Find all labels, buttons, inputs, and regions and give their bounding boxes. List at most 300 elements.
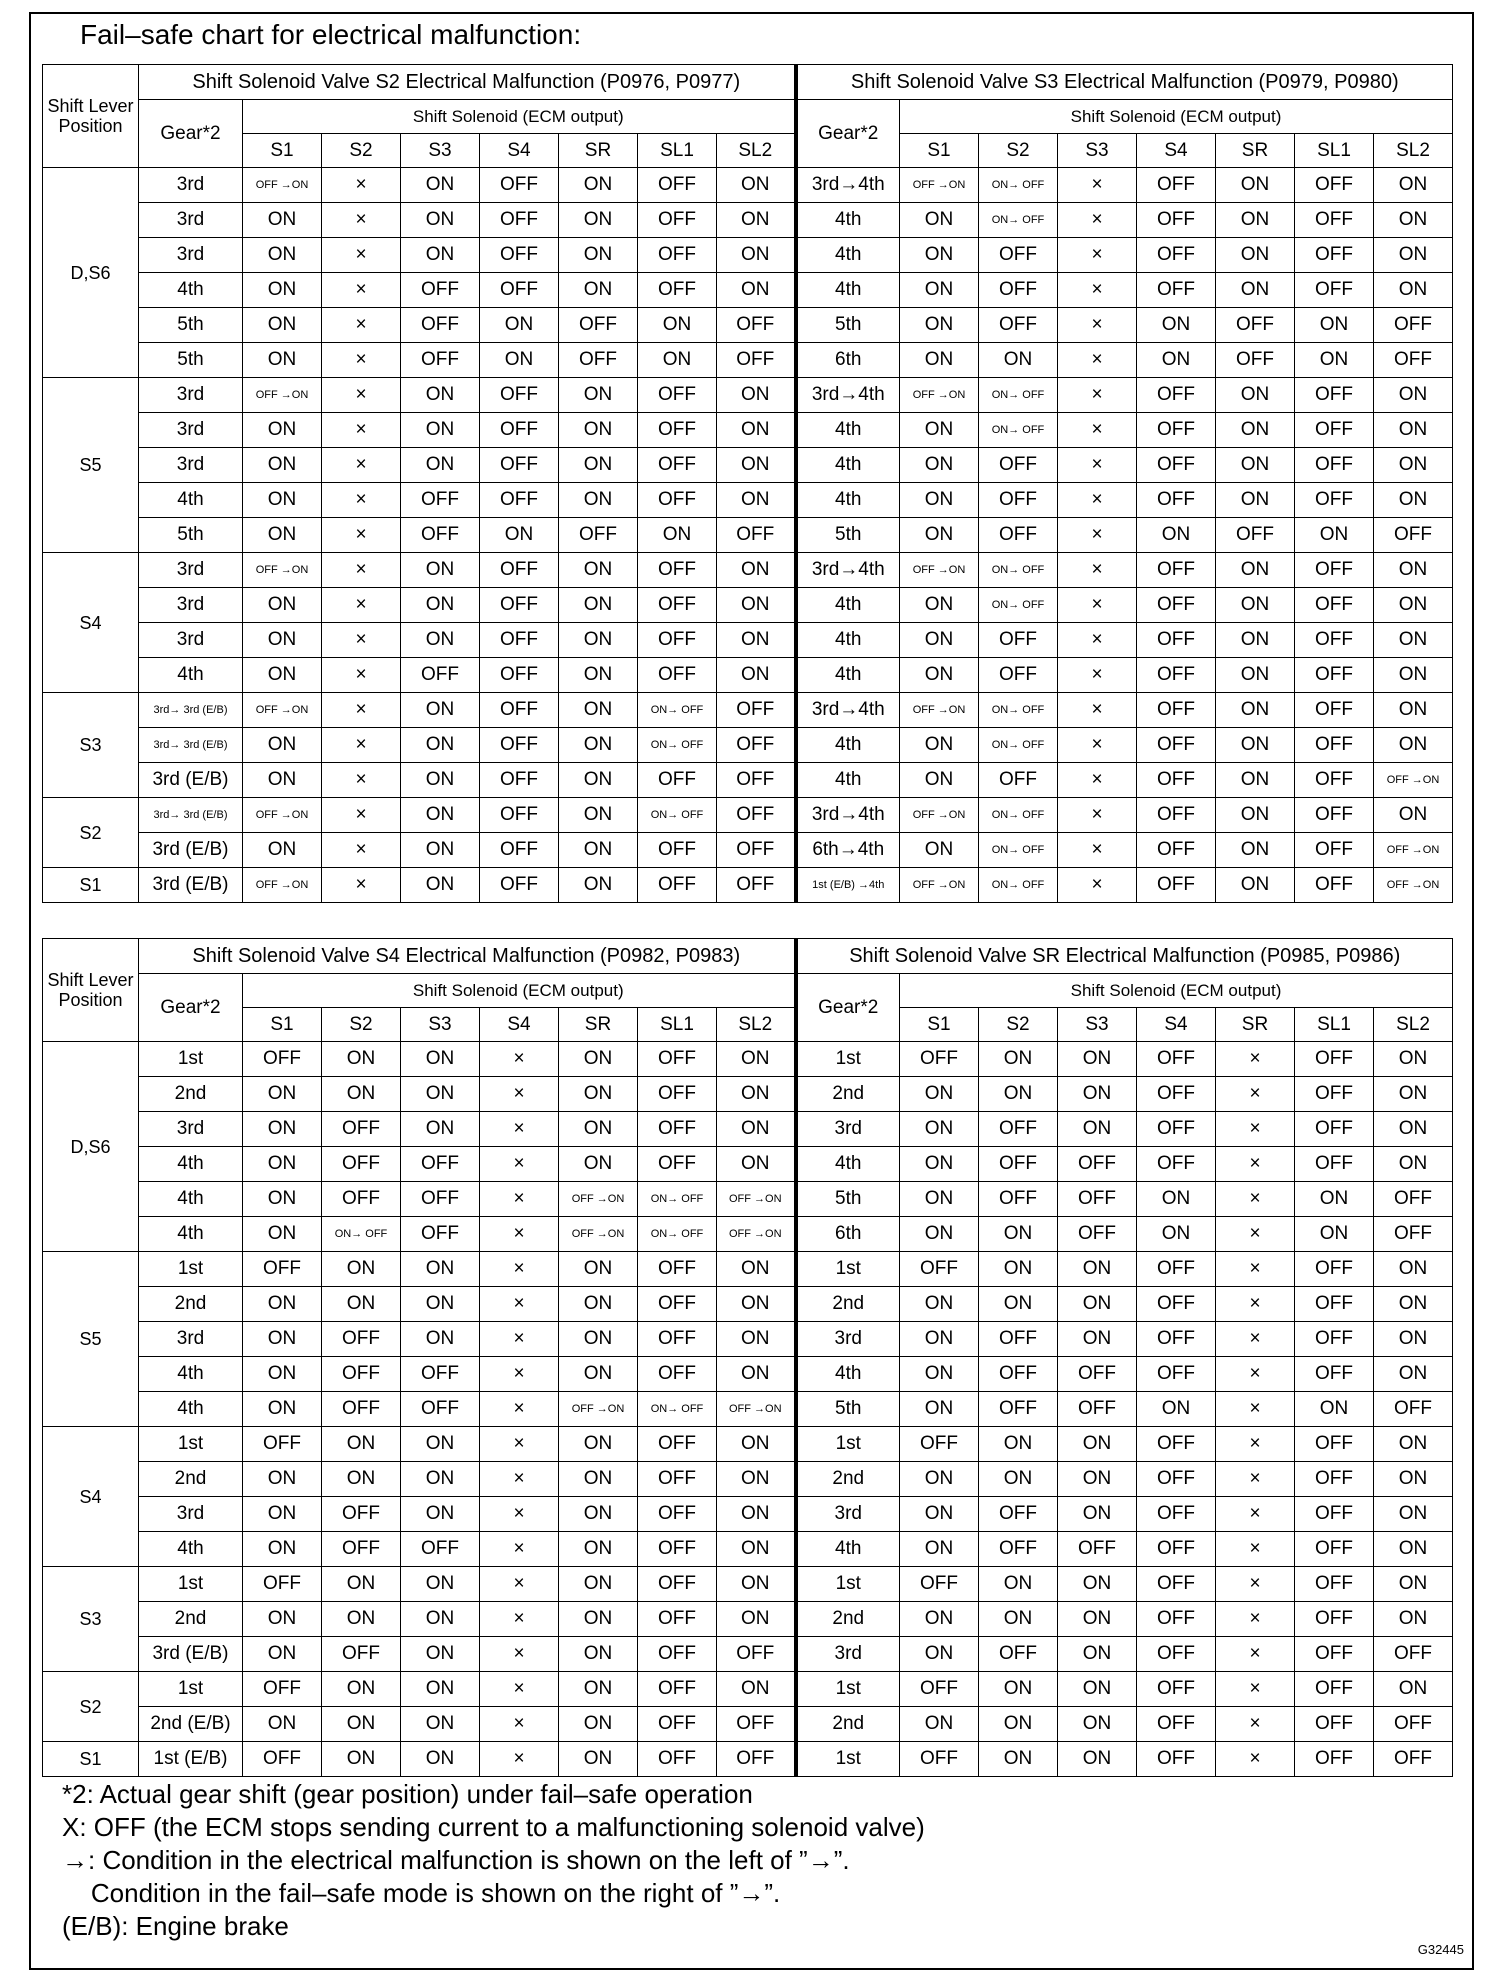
solenoid-state-cell: ON — [559, 553, 638, 588]
solenoid-state-cell: ON — [900, 588, 979, 623]
solenoid-state-cell: ON — [1374, 1567, 1453, 1602]
solenoid-state-cell: ON — [1216, 168, 1295, 203]
solenoid-state-cell: OFF — [480, 238, 559, 273]
solenoid-column-header: SL2 — [1374, 134, 1453, 168]
solenoid-state-cell: ON — [900, 763, 979, 798]
solenoid-state-cell: OFF — [401, 1357, 480, 1392]
footnotes — [62, 1778, 925, 1943]
solenoid-state-cell: ON — [717, 1532, 796, 1567]
solenoid-state-cell: ON — [717, 1287, 796, 1322]
solenoid-state-cell: OFF — [638, 623, 717, 658]
table-row — [43, 693, 1453, 728]
gear-cell: 5th — [139, 308, 243, 343]
solenoid-state-cell: ON — [559, 868, 638, 903]
solenoid-column-header: S1 — [243, 134, 322, 168]
solenoid-state-cell: ON — [900, 1532, 979, 1567]
solenoid-state-cell: OFF — [480, 168, 559, 203]
solenoid-state-cell: ON — [979, 343, 1058, 378]
solenoid-state-cell: ON — [243, 1707, 322, 1742]
solenoid-state-cell: OFF — [717, 343, 796, 378]
solenoid-state-cell: ON — [900, 1637, 979, 1672]
solenoid-state-cell: ON — [401, 1742, 480, 1777]
solenoid-column-header: S2 — [322, 1008, 401, 1042]
solenoid-state-cell: OFF — [1295, 1077, 1374, 1112]
solenoid-state-cell: OFF — [480, 483, 559, 518]
solenoid-state-cell: OFF →ON — [900, 693, 979, 728]
solenoid-state-cell: ON — [401, 378, 480, 413]
gear-cell: 4th — [796, 1532, 900, 1567]
solenoid-state-cell: OFF →ON — [900, 168, 979, 203]
solenoid-state-cell: ON — [480, 308, 559, 343]
solenoid-state-cell: OFF — [638, 833, 717, 868]
solenoid-state-cell: OFF — [979, 623, 1058, 658]
solenoid-state-cell: ON — [1058, 1322, 1137, 1357]
solenoid-column-header: S1 — [900, 1008, 979, 1042]
solenoid-state-cell: ON — [717, 1567, 796, 1602]
solenoid-state-cell: OFF — [559, 308, 638, 343]
solenoid-state-cell: × — [322, 833, 401, 868]
solenoid-state-cell: ON — [1374, 413, 1453, 448]
solenoid-state-cell: ON — [1216, 693, 1295, 728]
solenoid-state-cell: ON — [401, 1672, 480, 1707]
table-row — [43, 378, 1453, 413]
solenoid-state-cell: OFF — [1137, 1147, 1216, 1182]
gear-cell: 3rd→4th — [796, 798, 900, 833]
solenoid-state-cell: × — [1216, 1602, 1295, 1637]
solenoid-column-header: SR — [1216, 1008, 1295, 1042]
solenoid-state-cell: OFF →ON — [900, 553, 979, 588]
solenoid-state-cell: OFF — [638, 273, 717, 308]
footnote-arrow-cont: Condition in the fail–safe mode is shown on the right of ”→”. — [62, 1878, 781, 1908]
solenoid-state-cell: OFF →ON — [243, 868, 322, 903]
gear-cell: 5th — [796, 1182, 900, 1217]
solenoid-state-cell: ON — [717, 1672, 796, 1707]
solenoid-state-cell: ON — [401, 238, 480, 273]
solenoid-state-cell: ON — [979, 1252, 1058, 1287]
solenoid-state-cell: ON — [638, 308, 717, 343]
solenoid-state-cell: OFF — [401, 1217, 480, 1252]
solenoid-state-cell: OFF →ON — [243, 798, 322, 833]
solenoid-state-cell: ON — [243, 1077, 322, 1112]
solenoid-state-cell: × — [322, 798, 401, 833]
solenoid-state-cell: ON — [401, 1042, 480, 1077]
solenoid-state-cell: ON — [1216, 728, 1295, 763]
shift-solenoid-header: Shift Solenoid (ECM output) — [243, 974, 796, 1008]
solenoid-state-cell: OFF — [979, 238, 1058, 273]
solenoid-state-cell: OFF — [1295, 448, 1374, 483]
solenoid-state-cell: × — [480, 1042, 559, 1077]
solenoid-state-cell: ON — [1374, 728, 1453, 763]
solenoid-state-cell: ON — [559, 1742, 638, 1777]
gear-cell: 3rd (E/B) — [139, 763, 243, 798]
solenoid-state-cell: × — [1058, 588, 1137, 623]
gear-cell: 1st — [139, 1672, 243, 1707]
gear-cell: 1st — [139, 1252, 243, 1287]
gear-header: Gear*2 — [796, 974, 900, 1042]
solenoid-state-cell: ON — [1374, 1077, 1453, 1112]
solenoid-state-cell: ON — [401, 553, 480, 588]
solenoid-state-cell: OFF — [717, 693, 796, 728]
solenoid-state-cell: ON — [243, 623, 322, 658]
gear-cell: 3rd→ 3rd (E/B) — [139, 798, 243, 833]
solenoid-state-cell: OFF — [1295, 168, 1374, 203]
solenoid-state-cell: ON — [1058, 1252, 1137, 1287]
solenoid-state-cell: ON — [1058, 1602, 1137, 1637]
solenoid-state-cell: ON — [1058, 1427, 1137, 1462]
solenoid-state-cell: ON — [1137, 1182, 1216, 1217]
solenoid-state-cell: ON — [243, 1602, 322, 1637]
gear-cell: 2nd — [139, 1077, 243, 1112]
solenoid-state-cell: ON — [559, 483, 638, 518]
solenoid-state-cell: ON — [559, 1287, 638, 1322]
solenoid-state-cell: OFF →ON — [717, 1392, 796, 1427]
solenoid-state-cell: OFF — [1295, 1357, 1374, 1392]
solenoid-state-cell: ON — [717, 413, 796, 448]
table-row — [43, 308, 1453, 343]
table-row — [43, 273, 1453, 308]
solenoid-state-cell: OFF — [1058, 1392, 1137, 1427]
solenoid-state-cell: OFF — [401, 518, 480, 553]
solenoid-state-cell: ON — [559, 1042, 638, 1077]
solenoid-state-cell: ON — [322, 1287, 401, 1322]
solenoid-column-header: S3 — [401, 1008, 480, 1042]
solenoid-state-cell: × — [480, 1707, 559, 1742]
solenoid-state-cell: OFF — [243, 1742, 322, 1777]
solenoid-state-cell: OFF — [1295, 1672, 1374, 1707]
solenoid-state-cell: OFF — [1374, 343, 1453, 378]
solenoid-state-cell: ON — [559, 273, 638, 308]
gear-cell: 4th — [796, 203, 900, 238]
shift-solenoid-header: Shift Solenoid (ECM output) — [900, 100, 1453, 134]
solenoid-state-cell: ON — [1216, 798, 1295, 833]
table-row — [43, 1112, 1453, 1147]
solenoid-state-cell: OFF — [1058, 1532, 1137, 1567]
solenoid-state-cell: ON — [559, 588, 638, 623]
solenoid-state-cell: ON — [900, 1357, 979, 1392]
solenoid-state-cell: ON — [900, 238, 979, 273]
solenoid-state-cell: OFF — [1137, 483, 1216, 518]
solenoid-state-cell: OFF — [1295, 728, 1374, 763]
solenoid-state-cell: × — [1058, 728, 1137, 763]
shift-lever-position: S5 — [43, 378, 139, 553]
solenoid-state-cell: ON — [401, 1462, 480, 1497]
table-row — [43, 1707, 1453, 1742]
solenoid-state-cell: ON — [1058, 1567, 1137, 1602]
solenoid-state-cell: ON — [559, 1252, 638, 1287]
gear-cell: 4th — [139, 1217, 243, 1252]
solenoid-state-cell: ON — [243, 413, 322, 448]
solenoid-state-cell: ON — [1295, 1217, 1374, 1252]
table-row — [43, 1287, 1453, 1322]
gear-cell: 4th — [139, 1182, 243, 1217]
solenoid-state-cell: OFF — [717, 1707, 796, 1742]
right-valve-title: Shift Solenoid Valve SR Electrical Malfunction (P0985, P0986) — [796, 939, 1453, 974]
solenoid-state-cell: ON — [401, 1112, 480, 1147]
solenoid-state-cell: OFF — [1137, 238, 1216, 273]
solenoid-state-cell: OFF — [1058, 1357, 1137, 1392]
gear-cell: 4th — [139, 658, 243, 693]
solenoid-state-cell: OFF →ON — [559, 1217, 638, 1252]
table-row — [43, 343, 1453, 378]
solenoid-state-cell: OFF — [979, 1112, 1058, 1147]
solenoid-column-header: SR — [1216, 134, 1295, 168]
solenoid-state-cell: OFF — [979, 483, 1058, 518]
solenoid-state-cell: ON — [1137, 343, 1216, 378]
solenoid-state-cell: OFF — [717, 518, 796, 553]
solenoid-column-header: S2 — [322, 134, 401, 168]
shift-lever-position: S1 — [43, 1742, 139, 1777]
solenoid-state-cell: OFF — [1137, 413, 1216, 448]
solenoid-state-cell: OFF — [1295, 483, 1374, 518]
table-row — [43, 798, 1453, 833]
table-row — [43, 1392, 1453, 1427]
solenoid-state-cell: ON — [1216, 413, 1295, 448]
solenoid-state-cell: ON — [1058, 1042, 1137, 1077]
solenoid-state-cell: OFF — [480, 833, 559, 868]
solenoid-state-cell: ON — [1374, 1112, 1453, 1147]
solenoid-state-cell: OFF — [322, 1112, 401, 1147]
solenoid-state-cell: × — [322, 273, 401, 308]
gear-cell: 3rd — [139, 203, 243, 238]
solenoid-state-cell: ON — [900, 483, 979, 518]
solenoid-state-cell: OFF — [1137, 693, 1216, 728]
solenoid-state-cell: ON→ OFF — [638, 1182, 717, 1217]
gear-cell: 5th — [139, 343, 243, 378]
solenoid-state-cell: OFF — [979, 518, 1058, 553]
solenoid-state-cell: ON — [559, 168, 638, 203]
solenoid-state-cell: ON — [717, 1497, 796, 1532]
solenoid-state-cell: ON — [401, 693, 480, 728]
gear-cell: 1st (E/B) — [139, 1742, 243, 1777]
table-row — [43, 1567, 1453, 1602]
table-row — [43, 1532, 1453, 1567]
solenoid-state-cell: OFF — [480, 553, 559, 588]
solenoid-state-cell: OFF — [1216, 518, 1295, 553]
gear-cell: 4th — [796, 658, 900, 693]
solenoid-state-cell: OFF — [1137, 623, 1216, 658]
solenoid-state-cell: OFF — [1295, 1322, 1374, 1357]
solenoid-state-cell: OFF — [559, 343, 638, 378]
solenoid-state-cell: OFF — [1137, 833, 1216, 868]
solenoid-state-cell: ON — [979, 1042, 1058, 1077]
solenoid-state-cell: ON — [900, 273, 979, 308]
solenoid-state-cell: × — [1216, 1532, 1295, 1567]
table-row — [43, 1042, 1453, 1077]
solenoid-state-cell: × — [1216, 1112, 1295, 1147]
solenoid-state-cell: × — [1216, 1567, 1295, 1602]
solenoid-state-cell: ON→ OFF — [638, 1217, 717, 1252]
solenoid-state-cell: ON — [1137, 1217, 1216, 1252]
solenoid-state-cell: ON — [717, 1252, 796, 1287]
solenoid-state-cell: ON — [1216, 623, 1295, 658]
table-row — [43, 203, 1453, 238]
solenoid-state-cell: ON — [401, 448, 480, 483]
solenoid-state-cell: × — [322, 693, 401, 728]
gear-cell: 4th — [796, 1357, 900, 1392]
solenoid-state-cell: ON — [1058, 1112, 1137, 1147]
solenoid-state-cell: ON — [322, 1602, 401, 1637]
solenoid-state-cell: ON — [401, 728, 480, 763]
solenoid-state-cell: OFF — [900, 1742, 979, 1777]
solenoid-state-cell: × — [1058, 238, 1137, 273]
solenoid-state-cell: ON — [1058, 1462, 1137, 1497]
solenoid-state-cell: ON — [559, 623, 638, 658]
solenoid-state-cell: OFF — [480, 798, 559, 833]
gear-cell: 3rd — [139, 623, 243, 658]
solenoid-state-cell: OFF — [322, 1532, 401, 1567]
solenoid-state-cell: ON — [559, 1672, 638, 1707]
solenoid-state-cell: OFF — [1137, 1602, 1216, 1637]
solenoid-state-cell: OFF — [1137, 378, 1216, 413]
shift-lever-position-header: Shift Lever Position — [43, 65, 139, 168]
gear-cell: 4th — [796, 588, 900, 623]
solenoid-state-cell: ON — [559, 1357, 638, 1392]
solenoid-state-cell: ON — [900, 658, 979, 693]
solenoid-state-cell: OFF — [1295, 1287, 1374, 1322]
solenoid-state-cell: ON — [717, 588, 796, 623]
table-row — [43, 1182, 1453, 1217]
solenoid-state-cell: OFF →ON — [717, 1182, 796, 1217]
solenoid-column-header: S4 — [480, 134, 559, 168]
solenoid-state-cell: OFF — [979, 448, 1058, 483]
solenoid-state-cell: ON — [900, 518, 979, 553]
solenoid-state-cell: ON — [1374, 1497, 1453, 1532]
solenoid-column-header: S4 — [480, 1008, 559, 1042]
solenoid-state-cell: ON — [1374, 203, 1453, 238]
solenoid-state-cell: ON — [1374, 798, 1453, 833]
solenoid-state-cell: ON — [717, 623, 796, 658]
solenoid-state-cell: × — [480, 1252, 559, 1287]
gear-cell: 4th — [139, 273, 243, 308]
solenoid-state-cell: OFF →ON — [900, 378, 979, 413]
gear-cell: 1st — [796, 1567, 900, 1602]
solenoid-state-cell: × — [1058, 273, 1137, 308]
solenoid-state-cell: OFF — [638, 868, 717, 903]
solenoid-state-cell: OFF — [638, 413, 717, 448]
solenoid-state-cell: ON — [243, 1322, 322, 1357]
solenoid-state-cell: × — [480, 1602, 559, 1637]
solenoid-state-cell: ON — [1137, 308, 1216, 343]
gear-cell: 4th — [796, 273, 900, 308]
gear-cell: 1st — [796, 1427, 900, 1462]
solenoid-state-cell: OFF — [1137, 1287, 1216, 1322]
solenoid-state-cell: × — [480, 1147, 559, 1182]
solenoid-state-cell: OFF — [1137, 1042, 1216, 1077]
table-row — [43, 483, 1453, 518]
solenoid-state-cell: OFF — [979, 763, 1058, 798]
solenoid-state-cell: OFF — [717, 833, 796, 868]
solenoid-state-cell: OFF — [1137, 798, 1216, 833]
solenoid-state-cell: ON — [900, 833, 979, 868]
solenoid-state-cell: × — [480, 1322, 559, 1357]
solenoid-state-cell: ON — [480, 518, 559, 553]
solenoid-state-cell: × — [480, 1497, 559, 1532]
footnote-x: X: OFF (the ECM stops sending current to a malfunctioning solenoid valve) — [62, 1812, 925, 1842]
solenoid-state-cell: × — [322, 763, 401, 798]
solenoid-state-cell: × — [322, 483, 401, 518]
solenoid-state-cell: OFF — [638, 483, 717, 518]
solenoid-state-cell: ON — [401, 1497, 480, 1532]
solenoid-state-cell: × — [1058, 658, 1137, 693]
solenoid-state-cell: ON — [401, 1602, 480, 1637]
solenoid-state-cell: ON — [1374, 273, 1453, 308]
solenoid-state-cell: ON — [401, 1427, 480, 1462]
gear-cell: 3rd — [139, 238, 243, 273]
solenoid-state-cell: OFF — [1295, 588, 1374, 623]
solenoid-state-cell: ON — [322, 1252, 401, 1287]
gear-cell: 4th — [139, 1147, 243, 1182]
solenoid-state-cell: ON→ OFF — [979, 378, 1058, 413]
solenoid-state-cell: × — [1216, 1637, 1295, 1672]
solenoid-column-header: S2 — [979, 1008, 1058, 1042]
solenoid-state-cell: ON — [1374, 658, 1453, 693]
gear-cell: 1st — [139, 1427, 243, 1462]
solenoid-state-cell: × — [1058, 693, 1137, 728]
solenoid-state-cell: ON — [717, 203, 796, 238]
solenoid-state-cell: OFF →ON — [559, 1392, 638, 1427]
solenoid-state-cell: ON — [243, 728, 322, 763]
solenoid-state-cell: OFF — [243, 1042, 322, 1077]
solenoid-state-cell: ON — [1374, 1357, 1453, 1392]
solenoid-column-header: S3 — [401, 134, 480, 168]
solenoid-state-cell: OFF — [717, 798, 796, 833]
solenoid-state-cell: ON — [559, 728, 638, 763]
table-row — [43, 413, 1453, 448]
solenoid-column-header: SL1 — [638, 134, 717, 168]
solenoid-state-cell: × — [1216, 1287, 1295, 1322]
solenoid-state-cell: × — [1058, 308, 1137, 343]
solenoid-state-cell: ON→ OFF — [638, 693, 717, 728]
solenoid-state-cell: ON — [717, 553, 796, 588]
gear-header: Gear*2 — [796, 100, 900, 168]
solenoid-state-cell: × — [1058, 448, 1137, 483]
solenoid-state-cell: ON — [559, 1462, 638, 1497]
solenoid-state-cell: ON — [1374, 238, 1453, 273]
solenoid-state-cell: × — [480, 1287, 559, 1322]
solenoid-state-cell: × — [1058, 483, 1137, 518]
shift-lever-position: S1 — [43, 868, 139, 903]
solenoid-state-cell: ON — [243, 343, 322, 378]
gear-cell: 4th — [139, 1392, 243, 1427]
solenoid-state-cell: OFF — [1137, 1077, 1216, 1112]
solenoid-state-cell: OFF — [1137, 1567, 1216, 1602]
gear-cell: 3rd — [139, 168, 243, 203]
gear-cell: 3rd→ 3rd (E/B) — [139, 728, 243, 763]
solenoid-column-header: SL1 — [1295, 1008, 1374, 1042]
solenoid-state-cell: OFF — [638, 168, 717, 203]
solenoid-state-cell: OFF — [638, 238, 717, 273]
solenoid-state-cell: OFF — [243, 1252, 322, 1287]
solenoid-state-cell: OFF — [979, 1637, 1058, 1672]
solenoid-state-cell: OFF — [1295, 273, 1374, 308]
table-row — [43, 448, 1453, 483]
solenoid-state-cell: OFF — [1295, 658, 1374, 693]
solenoid-state-cell: OFF — [480, 588, 559, 623]
solenoid-column-header: S3 — [1058, 134, 1137, 168]
solenoid-state-cell: ON — [1058, 1707, 1137, 1742]
gear-cell: 3rd — [796, 1112, 900, 1147]
solenoid-state-cell: OFF — [480, 413, 559, 448]
shift-lever-position: S3 — [43, 1567, 139, 1672]
gear-cell: 2nd — [796, 1077, 900, 1112]
solenoid-state-cell: OFF — [1137, 1637, 1216, 1672]
solenoid-state-cell: OFF — [1295, 413, 1374, 448]
solenoid-column-header: SL2 — [1374, 1008, 1453, 1042]
solenoid-state-cell: ON→ OFF — [979, 168, 1058, 203]
solenoid-state-cell: OFF — [1137, 168, 1216, 203]
solenoid-state-cell: ON — [1216, 553, 1295, 588]
gear-cell: 1st — [796, 1672, 900, 1707]
